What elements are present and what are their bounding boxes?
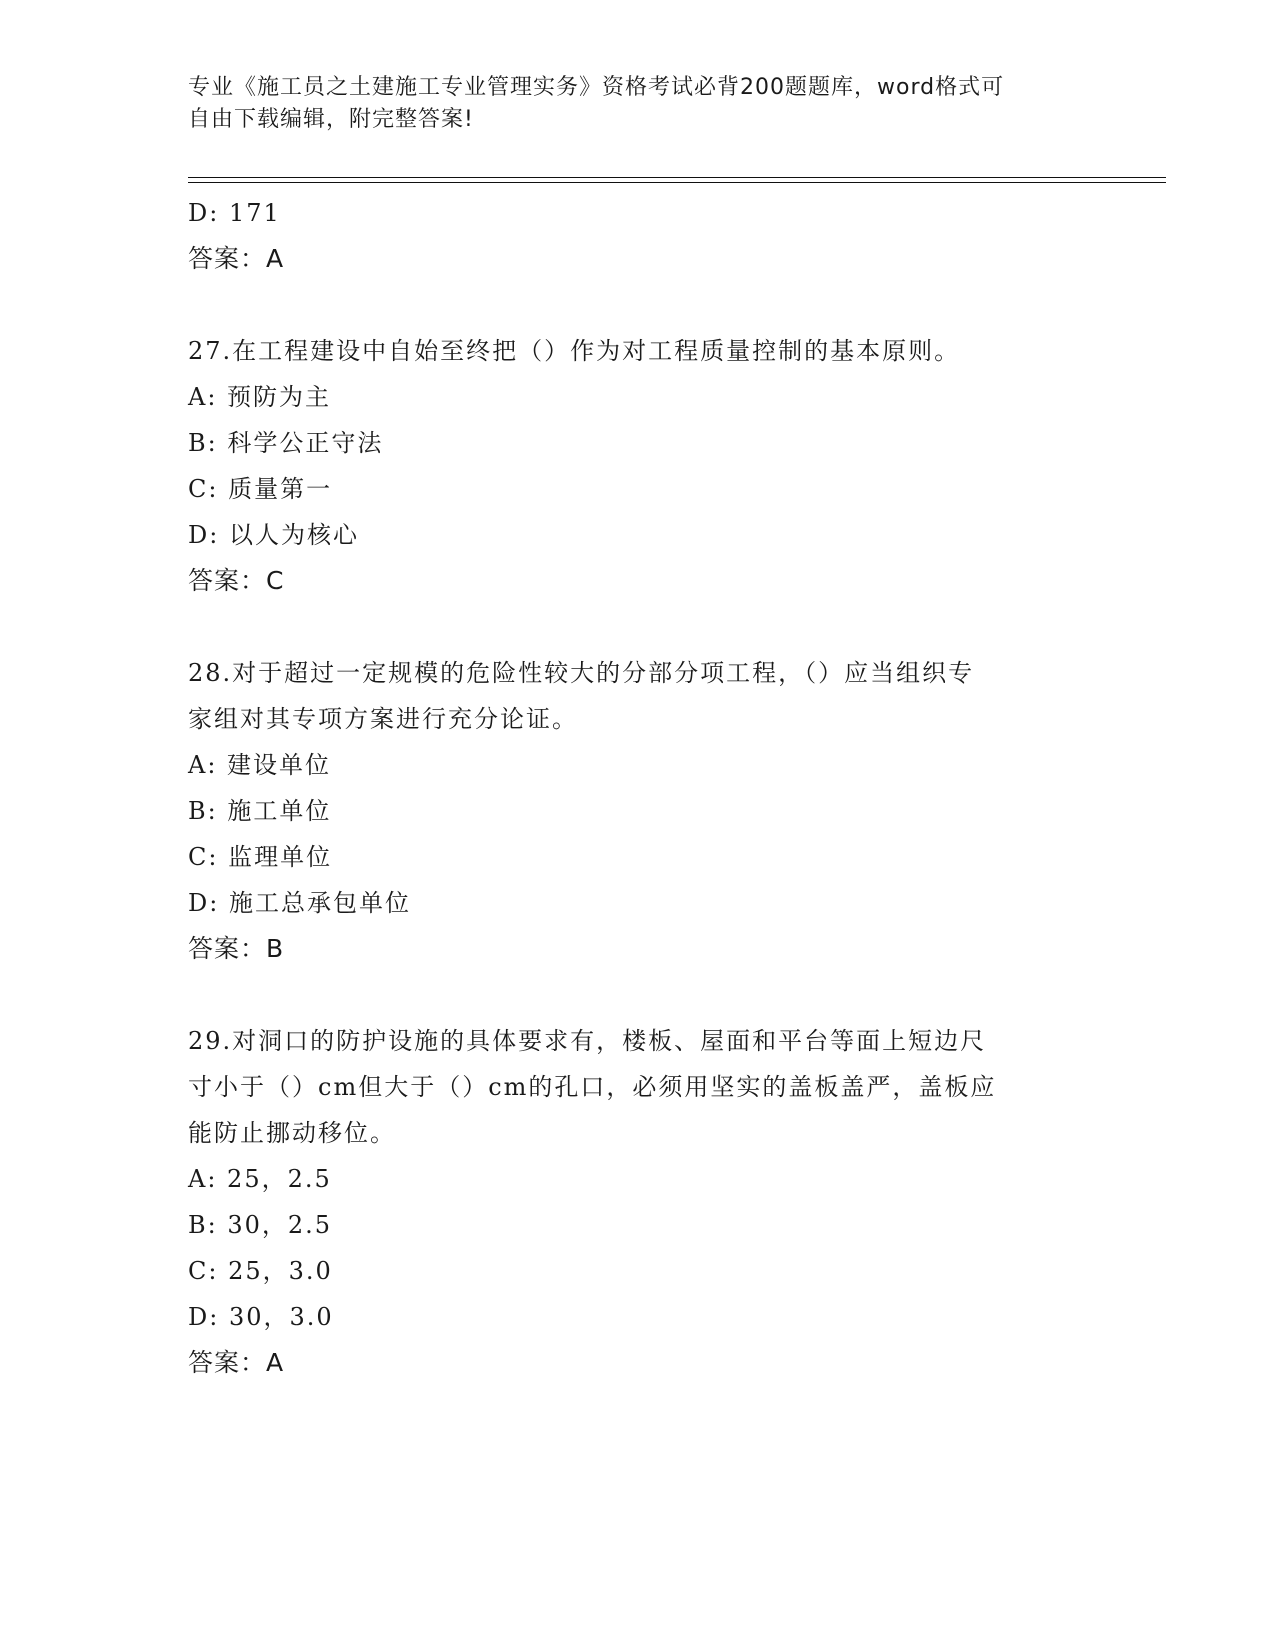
question-28-option-a: A: 建设单位 (188, 751, 332, 779)
question-29-text-line-3: 能防止挪动移位。 (188, 1119, 396, 1147)
question-29-option-a: A: 25，2.5 (188, 1165, 332, 1193)
question-28-answer: 答案：B (188, 934, 285, 963)
question-28-text-line-2: 家组对其专项方案进行充分论证。 (188, 705, 578, 733)
question-29 (188, 1018, 1068, 1386)
question-27-option-d: D: 以人为核心 (188, 521, 359, 549)
question-27-text: 27.在工程建设中自始至终把（）作为对工程质量控制的基本原则。 (188, 337, 961, 365)
question-27-option-b: B: 科学公正守法 (188, 429, 384, 457)
question-29-text-line-1: 29.对洞口的防护设施的具体要求有，楼板、屋面和平台等面上短边尺 (188, 1027, 987, 1055)
header-line-2: 自由下载编辑，附完整答案! (188, 107, 474, 132)
question-29-option-b: B: 30，2.5 (188, 1211, 333, 1239)
question-content (188, 190, 1068, 1386)
question-27-option-a: A: 预防为主 (188, 383, 332, 411)
question-28-text-line-1: 28.对于超过一定规模的危险性较大的分部分项工程，（）应当组织专 (188, 659, 975, 687)
question-29-option-d: D: 30，3.0 (188, 1303, 334, 1331)
question-28-option-c: C: 监理单位 (188, 843, 333, 871)
question-28-option-b: B: 施工单位 (188, 797, 332, 825)
question-27 (188, 328, 1068, 604)
question-28 (188, 650, 1068, 972)
question-29-answer: 答案：A (188, 1348, 285, 1377)
header-line-1: 专业《施工员之土建施工专业管理实务》资格考试必背200题题库，word格式可 (188, 75, 1005, 100)
header-divider-bottom (188, 182, 1166, 183)
header-divider-top (188, 177, 1166, 178)
question-29-text-line-2: 寸小于（）cm但大于（）cm的孔口，必须用坚实的盖板盖严，盖板应 (188, 1073, 997, 1101)
question-27-answer: 答案：C (188, 566, 285, 595)
document-header (188, 72, 1068, 136)
prev-answer: 答案：A (188, 244, 285, 273)
question-27-option-c: C: 质量第一 (188, 475, 333, 503)
prev-option-d: D: 171 (188, 199, 281, 227)
question-28-option-d: D: 施工总承包单位 (188, 889, 411, 917)
question-29-option-c: C: 25，3.0 (188, 1257, 333, 1285)
